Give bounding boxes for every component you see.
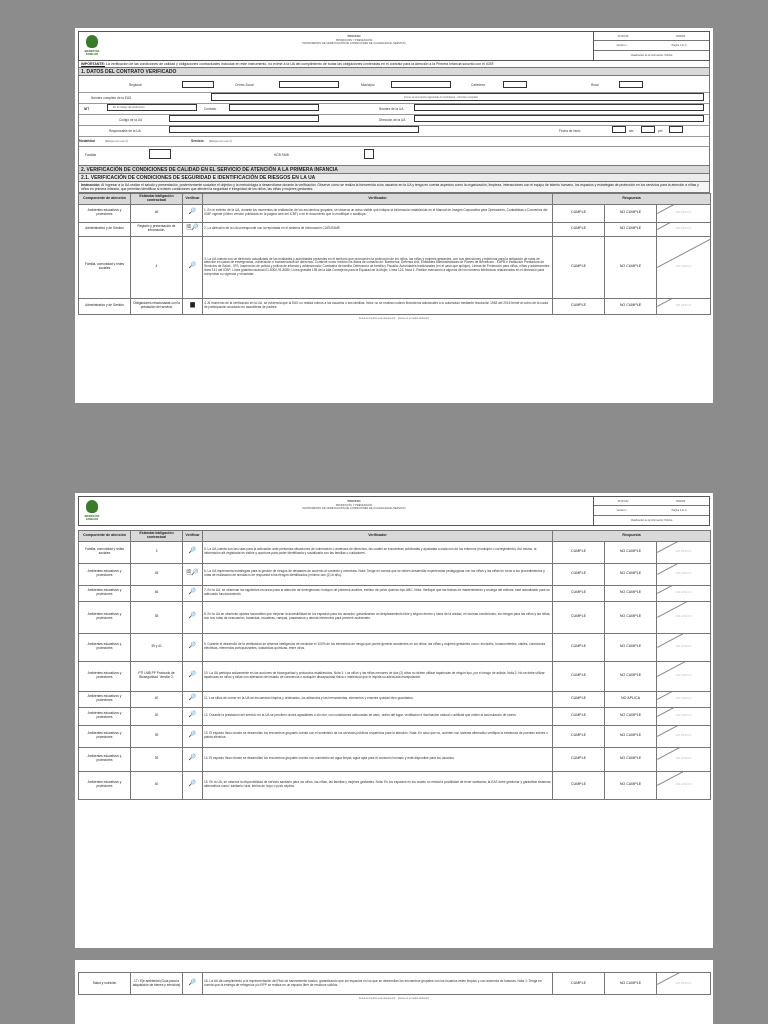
table-row [79,204,711,222]
cumple-option[interactable]: CUMPLE [553,747,605,771]
estandar-cell: 17 / Eje ambiental (Guía para la adquisición de bienes y servicios) [131,973,183,995]
magnifier-icon: 🔎 [183,601,203,633]
componente-cell: Ambientes educativos y protectores [79,661,131,691]
magnifier-icon: 🗎🔎 [183,222,203,236]
section-2-1-title: 2.1. VERIFICACIÓN DE CONDICIONES DE SEGURIDAD E IDENTIFICACIÓN DE RIESGOS EN LA UA [78,174,710,182]
verificador-cell: 13. El espacio físico donde se desarrollan los encuentros grupales cuenta con el suministro de los servicios públicos requeridos para la atención. Nota: En caso que no, cuenten con sistema alternativo verifique la existencia de puentes sobres o planta eléctrica. [203,725,553,747]
table-row [79,747,711,771]
verificador-cell: 14. El espacio físico donde se desarrollan los encuentros grupales cuenta con suministro de agua limpia, agua apta para el consumo humano y está disponible para los usuarios. [203,747,553,771]
estandar-cell: Obligaciones relacionadas con la prestación del servicio [131,298,183,314]
hora-pm-field[interactable] [669,126,683,133]
estandar-cell: 46 [131,585,183,601]
magnifier-icon: 🗎🔎 [183,563,203,585]
instruction-block: Instrucción: Al ingresar a la UA realice el saludo y presentación, posteriormente socialice el objetivo y la metodología a desarrollarse durante la verificación. Observe cómo se realiza la bienvenida a los usuarios en la UA y tenga en cuenta aspectos como la organización, limpieza, interacciones con el equipo de talento humano, los espacios y estrategias de protección en los servicios para la atención a niñas y niños en primera infancia, que permitan identificar si existen condiciones que afecten la seguridad e integridad de los niños, las niñas y mujeres gestantes. [78,182,710,193]
no-aplica-label: NO APLICA [675,696,692,701]
verificador-cell: 12. Durante la prestación del servicio en la UA se perciben olores agradables o sin olor, con condiciones adecuadas de aseo, orden del lugar, ventilación e iluminación natural o artificial que eviten la acumulación de olores. [203,707,553,725]
servicio-hcb-fami-checkbox[interactable] [364,149,374,159]
componente-cell: Ambientes educativos y protectores [79,601,131,633]
componente-cell: Administrativo y de Gestión [79,298,131,314]
no-aplica-option[interactable] [657,691,711,707]
magnifier-icon: 🔎 [183,204,203,222]
no-aplica-option[interactable] [657,222,711,236]
estandar-cell: 45 [131,563,183,585]
table-row [79,725,711,747]
verificador-cell: 9. Durante el desarrollo de la verificación se observa inteligencia de medición el 100% de los elementos de riesgo que puede generar accidentes en los niños, las niñas y mujeres gestantes como: enchufes, tomacorrientes, cables, conexiones eléctricas, elementos cortopunzantes, sustancias químicas, entre otros. [203,633,553,661]
componente-cell: Ambientes educativos y protectores [79,707,131,725]
componente-cell: Ambientes educativos y protectores [79,585,131,601]
magnifier-icon: 🔎 [183,771,203,799]
no-aplica-label: NO APLICA [675,590,692,595]
table-row [79,236,711,298]
verificador-cell: 7. En la UA, se observan los siguientes recursos para la atención de emergencias: botiquín de primeros auxilios, extintor de polvo químico tipo ABC. Nota: Verifique que las fechas de mantenimiento y recarga del extintor, esté actualizado para su adecuado funcionamiento. [203,585,553,601]
estandar-cell: 39 [131,725,183,747]
direccion-ua-field[interactable] [414,115,704,122]
magnifier-icon: 🔎 [183,691,203,707]
no-cumple-option[interactable]: NO CUMPLE [605,661,657,691]
header-meta: 00.00.F32 00/00/00 Versión 1 Página 1 de 3 Clasificación de la Información: Pública [593,497,709,525]
no-aplica-label: NO APLICA [675,980,692,985]
municipio-field[interactable] [391,81,451,88]
col-respuesta: Respuesta [553,194,711,205]
page-footer: Antes de imprimir este documento... piense en el medio ambiente! [358,316,430,320]
document-page-2 [75,493,713,948]
no-aplica-option[interactable] [657,298,711,314]
fecha-inicio-field[interactable] [612,126,626,133]
no-aplica-label: NO APLICA [675,614,692,619]
no-cumple-option[interactable]: NO CUMPLE [605,601,657,633]
cumple-option[interactable]: CUMPLE [553,973,605,995]
estandar-cell: 4 [131,236,183,298]
table-row [79,771,711,799]
contract-data-form: Regional Centro Zonal Municipio Cabecera Rural Nombre completo de la EAS Como se encuentra registrado en Cuéntame - Nombre completo NIT En el código de verificación Contrato Nombre de la UA Código de la UA Dirección de la UA Responsable de la UA Fecha de inicio am pm Modalidad (Marque con una X) Servicio: (Marque con una X) Familiar HCB FAMI [78,76,710,166]
cumple-option[interactable]: CUMPLE [553,725,605,747]
table-row [79,973,711,995]
verification-table-2: Componente de atención Estándar/obligación contractual Verificar Verificador Respuesta Familia, comunidad y redes sociales 3 🔎 5. La UA cuenta con las rutas para la activación ante presuntas situaciones de vulneración o amenaza de derechos, las cuales se encuentran publicadas y ajustadas a cada uno de los entornos (municipio o corregimiento). Así mismo, la información allí registrada es visible y oportuna para poder identificarla y socializarla con las familias o cuidadores. CUMPLE NO CUMPLE NO APLICA Ambientes educativos y protectores 45 🗎🔎 6. La UA implementa estrategias para la gestión de riesgos de desastres de acuerdo al contexto y cobertura. Nota: Tenga en cuenta que se deben desarrollar experiencias pedagógicas con los niños y las niñas en torno a los procedimientos y rutas de realización de simulacro de respuesta a los riesgos identificados (mínimo dos (2) al año). CUMPLE NO CUMPLE NO APLICA Ambientes educativos y protectores 46 🔎 7. En la UA, se observan los siguientes recursos para la atención de emergencias: botiquín de primeros auxilios, extintor de polvo químico tipo ABC. Nota: Verifique que las fechas de mantenimiento y recarga del extintor, esté actualizado para su adecuado funcionamiento. CUMPLE NO CUMPLE NO APLICA Ambientes educativos y protectores 35 🔎 8. En la UA se observan ajustes razonables que mejoran la accesibilidad de los espacios para los usuarios, garantizando un desplazamiento libre y seguro dentro y fuera de la unidad, en buenas condiciones, sin riesgos para los niños y las niñas, con sus rutas de evacuación, barandas, escaleras, rampas, pasamanos y demás elementos para prevenir accidentes. CUMPLE NO CUMPLE NO APLICA Ambientes educativos y protectores 39 y 41 🔎 9. Durante el desarrollo de la verificación se observa inteligencia de medición el 100% de los elementos de riesgo que puede generar accidentes en los niños, las niñas y mujeres gestantes como: enchufes, tomacorrientes, cables, conexiones eléctricas, elementos cortopunzantes, sustancias químicas, entre otros. CUMPLE NO CUMPLE NO APLICA Ambientes educativos y protectores PTI LMB PP Protocolo de Bioseguridad. Versión 2. 🔎 10. La UA participa activamente en las acciones de bioseguridad y protocolos establecidos. Nota 1: Los niños y las niñas menores de dos (2) años no deben utilizar tapabocas de ningún tipo, por el riesgo de asfixia. Nota 2: No se debe utilizar tapabocas en niños y niñas con alteración del estado de conciencia o cualquier discapacidad física o intelectual que le impida su adecuada manipulación. CUMPLE NO CUMPLE NO APLICA Ambientes educativos y protectores 40 🔎 11. Los sitios de comer en la UA se encuentran limpios y ordenados, los alimentos y las herramientas, elementos y enseres quedan bien guardados. CUMPLE NO APLICA NO APLICA Ambientes educativos y protectores 40 🔎 12. Durante la prestación del servicio en la UA se perciben olores agradables o sin olor, con condiciones adecuadas de aseo, orden del lugar, ventilación e iluminación natural o artificial que eviten la acumulación de olores. CUMPLE NO CUMPLE NO APLICA Ambientes educativos y protectores 39 🔎 13. El espacio físico donde se desarrollan los encuentros grupales cuenta con el suministro de los servicios públicos requeridos para la atención. Nota: En caso que no, cuenten con sistema alternativo verifique la existencia de puentes sobres o planta eléctrica. CUMPLE NO CUMPLE NO APLICA Ambientes educativos y protectores 39 🔎 14. El espacio físico donde se desarrollan los encuentros grupales cuenta con suministro de agua limpia, agua apta para el consumo humano y está disponible para los usuarios. CUMPLE NO CUMPLE NO APLICA Ambientes educativos y protectores 40 🔎 15. En la UA, se observa la disponibilidad de servicio sanitario para los niños, las niñas, las familias y mujeres gestantes. Nota: En los espacios en los cuales no exista la posibilidad de tener sanitarios, la EAS debe gestionar y garantizar sistemas alternativos como: sanitario rural, letrina de hoyo o pozo séptico. CUMPLE NO CUMPLE NO APLICA [78,530,711,800]
table-row [79,633,711,661]
header-meta: 00.00.F32 00/00/00 Versión 1 Página 1 de 3 Clasificación de la Información: Pública [593,32,709,60]
no-aplica-label: NO APLICA [675,226,692,231]
no-aplica-label: NO APLICA [675,549,692,554]
no-cumple-option[interactable]: NO CUMPLE [605,747,657,771]
no-aplica-label: NO APLICA [675,303,692,308]
estandar-cell: 35 [131,601,183,633]
no-aplica-label: NO APLICA [675,782,692,787]
no-cumple-option[interactable]: NO CUMPLE [605,541,657,563]
no-cumple-option[interactable]: NO CUMPLE [605,725,657,747]
no-aplica-option[interactable] [657,725,711,747]
cumple-option[interactable]: CUMPLE [553,771,605,799]
important-notice: IMPORTANTE: La verificación de las condiciones de calidad y obligaciones contractuales incluidas en este instrumento, no exime a la UA del cumplimiento de todas las obligaciones contenidas en el contrato para la Atención a la Primera Infancia suscrito con el ICBF. [78,61,710,68]
centro-zonal-field[interactable] [279,81,339,88]
verificador-cell: 10. La UA participa activamente en las acciones de bioseguridad y protocolos establecidos. Nota 1: Los niños y las niñas menores de dos (2) años no deben utilizar tapabocas de ningún tipo, por el riesgo de asfixia. Nota 2: No se debe utilizar tapabocas en niños y niñas con alteración del estado de conciencia o cualquier discapacidad física o intelectual que le impida su adecuada manipulación. [203,661,553,691]
verificador-cell: 3. La UA cuenta con un directorio actualizado de las entidades y autoridades presentes en el territorio que promueven la protección de los niños, las niñas y mujeres gestantes, con sus direcciones y teléfonos para la activación de rutas de atención en casos de emergencias, vulneración e inobservancia de derechos. Contiene como mínimo los datos de contacto de: Bomberos; Defensa civil; Entidades Administradoras de Planes de Beneficios - EAPB e Institución Prestadora de Servicios de Salud - IPS; Inspección de policía y policía de infancia y adolescencia; Comisaría de familia, Defensoría de familia y Fiscalía; Autoridades tradicionales (en el caso que aplique); Líneas de Protección para niños, niñas y adolescentes: línea 141 del ICBF; Línea gratuita nacional 01-8000-91-8080; Línea gratuita 155 de la Alta Consejería para la Equidad de la Mujer; Línea 123. Nota 1: Realice marcación a algunos de los números telefónicos relacionados en el directorio para comprobar su vigencia y veracidad. [203,236,553,298]
cumple-option[interactable]: CUMPLE [553,707,605,725]
cumple-option[interactable]: CUMPLE [553,661,605,691]
no-aplica-label: NO APLICA [675,713,692,718]
magnifier-icon: ▆ [183,298,203,314]
col-verificar: Verificar [183,194,203,205]
table-row [79,661,711,691]
no-aplica-option[interactable] [657,633,711,661]
col-estandar: Estándar/obligación contractual [131,194,183,205]
no-aplica-option[interactable] [657,601,711,633]
magnifier-icon: 🔎 [183,633,203,661]
table-row [79,222,711,236]
table-row [79,601,711,633]
verificador-cell: 8. En la UA se observan ajustes razonables que mejoran la accesibilidad de los espacios para los usuarios, garantizando un desplazamiento libre y seguro dentro y fuera de la unidad, en buenas condiciones, sin riesgos para los niños y las niñas, con sus rutas de evacuación, barandas, escaleras, rampas, pasamanos y demás elementos para prevenir accidentes. [203,601,553,633]
no-cumple-option[interactable]: NO CUMPLE [605,585,657,601]
col-componente: Componente de atención [79,194,131,205]
componente-cell: Ambientes educativos y protectores [79,691,131,707]
verificador-cell: 2. La dirección de la UA corresponde con la reportada en el sistema de información CUÉNTAME [203,222,553,236]
estandar-cell: 3 [131,541,183,563]
page-header [78,496,710,526]
componente-cell: Ambientes educativos y protectores [79,725,131,747]
componente-cell: Salud y nutrición [79,973,131,995]
magnifier-icon: 🔎 [183,585,203,601]
verificador-cell: 1. En el exterior de la UA, durante los momentos de realización de los encuentros grupales, se observa un aviso visible que indique la información establecida en el Manual de Imagen Corporativa para Operadores, Contratistas o Convenios del ICBF vigente (último versión publicada en la página web del ICBF) o en el documento que lo modifique o sustituya. [203,204,553,222]
responsable-ua-field[interactable] [169,126,419,133]
icbf-logo: BIENESTAR FAMILIAR [81,34,103,58]
section-2-title: 2. VERIFICACIÓN DE CONDICIONES DE CALIDAD EN EL SERVICIO DE ATENCIÓN A LA PRIMERA INFANCIA [78,166,710,174]
cumple-option[interactable]: CUMPLE [553,222,605,236]
table-row [79,541,711,563]
componente-cell: Ambientes educativos y protectores [79,771,131,799]
no-aplica-label: NO APLICA [675,733,692,738]
no-aplica-option[interactable] [657,707,711,725]
no-cumple-option[interactable]: NO APLICA [605,691,657,707]
no-aplica-option[interactable] [657,585,711,601]
no-cumple-option[interactable]: NO CUMPLE [605,771,657,799]
cabecera-field[interactable] [503,81,527,88]
magnifier-icon: 🔎 [183,973,203,995]
verification-table-1 [78,193,711,315]
componente-cell: Ambientes educativos y protectores [79,633,131,661]
codigo-ua-field[interactable] [169,115,319,122]
hora-am-field[interactable] [641,126,655,133]
no-aplica-label: NO APLICA [675,571,692,576]
icbf-logo: BIENESTAR FAMILIAR [81,499,103,523]
contrato-field[interactable] [229,104,319,111]
magnifier-icon: 🔎 [183,661,203,691]
componente-cell: Administrativo y de Gestión [79,222,131,236]
rural-field[interactable] [619,81,643,88]
estandar-cell: Registro y presentación de información. [131,222,183,236]
estandar-cell: 39 y 41 [131,633,183,661]
page-footer: Antes de imprimir este documento... piense en el medio ambiente! [358,997,430,1000]
no-cumple-option[interactable]: NO CUMPLE [605,236,657,298]
no-aplica-option[interactable] [657,771,711,799]
verification-table-3 [78,972,711,995]
no-aplica-option[interactable] [657,236,711,298]
verificador-cell: 4. Al momento de la verificación en la UA, se evidencia que la EAS no realiza cobros a los usuarios o sus familias. Nota: no se realizan cobros financieros adicionales a lo autorizado mediante resolución 1983 del 2016 frente al cobro de la cuota de participación acordado en asambleas de padres. [203,298,553,314]
regional-field[interactable] [182,81,214,88]
table-row [79,298,711,314]
estandar-cell: 40 [131,771,183,799]
verificador-cell: 6. La UA implementa estrategias para la gestión de riesgos de desastres de acuerdo al contexto y cobertura. Nota: Tenga en cuenta que se deben desarrollar experiencias pedagógicas con los niños y las niñas en torno a los procedimientos y rutas de realización de simulacro de respuesta a los riesgos identificados (mínimo dos (2) al año). [203,563,553,585]
no-aplica-label: NO APLICA [675,264,692,269]
cumple-option[interactable]: CUMPLE [553,563,605,585]
no-aplica-option[interactable] [657,204,711,222]
cumple-option[interactable]: CUMPLE [553,541,605,563]
header-title: PROCESO PROMOCIÓN Y PREVENCIÓN INSTRUMENTO DE VERIFICACIÓN DE CONDICIONES DE CALIDAD EN EL SERVICIO [302,35,406,45]
document-page-1 [75,28,713,403]
estandar-cell: 39 [131,747,183,771]
componente-cell: Familia, comunidad y redes sociales [79,236,131,298]
no-aplica-option[interactable] [657,973,711,995]
componente-cell: Ambientes educativos y protectores [79,747,131,771]
cumple-option[interactable]: CUMPLE [553,601,605,633]
no-cumple-option[interactable]: NO CUMPLE [605,222,657,236]
table-row [79,707,711,725]
cumple-option[interactable]: CUMPLE [553,298,605,314]
no-aplica-label: NO APLICA [675,644,692,649]
componente-cell: Ambientes educativos y protectores [79,204,131,222]
cumple-option[interactable]: CUMPLE [553,691,605,707]
col-verificador: Verificador [203,194,553,205]
cumple-option[interactable]: CUMPLE [553,236,605,298]
componente-cell: Ambientes educativos y protectores [79,563,131,585]
section-1-title: 1. DATOS DEL CONTRATO VERIFICADO [78,68,710,76]
nombre-ua-field[interactable] [414,104,704,111]
magnifier-icon: 🔎 [183,725,203,747]
magnifier-icon: 🔎 [183,707,203,725]
no-aplica-option[interactable] [657,747,711,771]
magnifier-icon: 🔎 [183,747,203,771]
cumple-option[interactable]: CUMPLE [553,204,605,222]
no-cumple-option[interactable]: NO CUMPLE [605,973,657,995]
magnifier-icon: 🔎 [183,236,203,298]
document-page-3 [75,960,713,1024]
no-aplica-label: NO APLICA [675,673,692,678]
estandar-cell: 46 [131,204,183,222]
no-aplica-option[interactable] [657,563,711,585]
table-row [79,691,711,707]
verificador-cell: 11. Los sitios de comer en la UA se encuentran limpios y ordenados, los alimentos y las herramientas, elementos y enseres quedan bien guardados. [203,691,553,707]
no-cumple-option[interactable]: NO CUMPLE [605,204,657,222]
verificador-cell: 16. La UA dá cumplimiento a la implementación del Plan de saneamiento básico, garantizando que los espacios en los que se desarrollan los encuentros grupales con los usuarios estén limpios y con ausencia de basuras. Nota 1: Tenga en cuenta que la entrega de refrigerios y/o RPP se realiza en un espacio libre de residuos sólidos. [203,973,553,995]
no-aplica-option[interactable] [657,541,711,563]
cumple-option[interactable]: CUMPLE [553,585,605,601]
table-row [79,585,711,601]
no-aplica-label: NO APLICA [675,756,692,761]
estandar-cell: 40 [131,691,183,707]
no-aplica-label: NO APLICA [675,210,692,215]
magnifier-icon: 🔎 [183,541,203,563]
no-cumple-option[interactable]: NO CUMPLE [605,633,657,661]
page-header [78,31,710,61]
no-cumple-option[interactable]: NO CUMPLE [605,707,657,725]
estandar-cell: 40 [131,707,183,725]
no-cumple-option[interactable]: NO CUMPLE [605,563,657,585]
estandar-cell: PTI LMB PP Protocolo de Bioseguridad. Versión 2. [131,661,183,691]
table-row [79,563,711,585]
componente-cell: Familia, comunidad y redes sociales [79,541,131,563]
header-title: PROCESO PROMOCIÓN Y PREVENCIÓN INSTRUMENTO DE VERIFICACIÓN DE CONDICIONES DE CALIDAD EN EL SERVICIO [302,500,406,510]
modalidad-familiar-checkbox[interactable] [149,149,171,159]
no-cumple-option[interactable]: NO CUMPLE [605,298,657,314]
verificador-cell: 15. En la UA, se observa la disponibilidad de servicio sanitario para los niños, las niñas, las familias y mujeres gestantes. Nota: En los espacios en los cuales no exista la posibilidad de tener sanitarios, la EAS debe gestionar y garantizar sistemas alternativos como: sanitario rural, letrina de hoyo o pozo séptico. [203,771,553,799]
no-aplica-option[interactable] [657,661,711,691]
cumple-option[interactable]: CUMPLE [553,633,605,661]
verificador-cell: 5. La UA cuenta con las rutas para la activación ante presuntas situaciones de vulneración o amenaza de derechos, las cuales se encuentran publicadas y ajustadas a cada uno de los entornos (municipio o corregimiento). Así mismo, la información allí registrada es visible y oportuna para poder identificarla y socializarla con las familias o cuidadores. [203,541,553,563]
